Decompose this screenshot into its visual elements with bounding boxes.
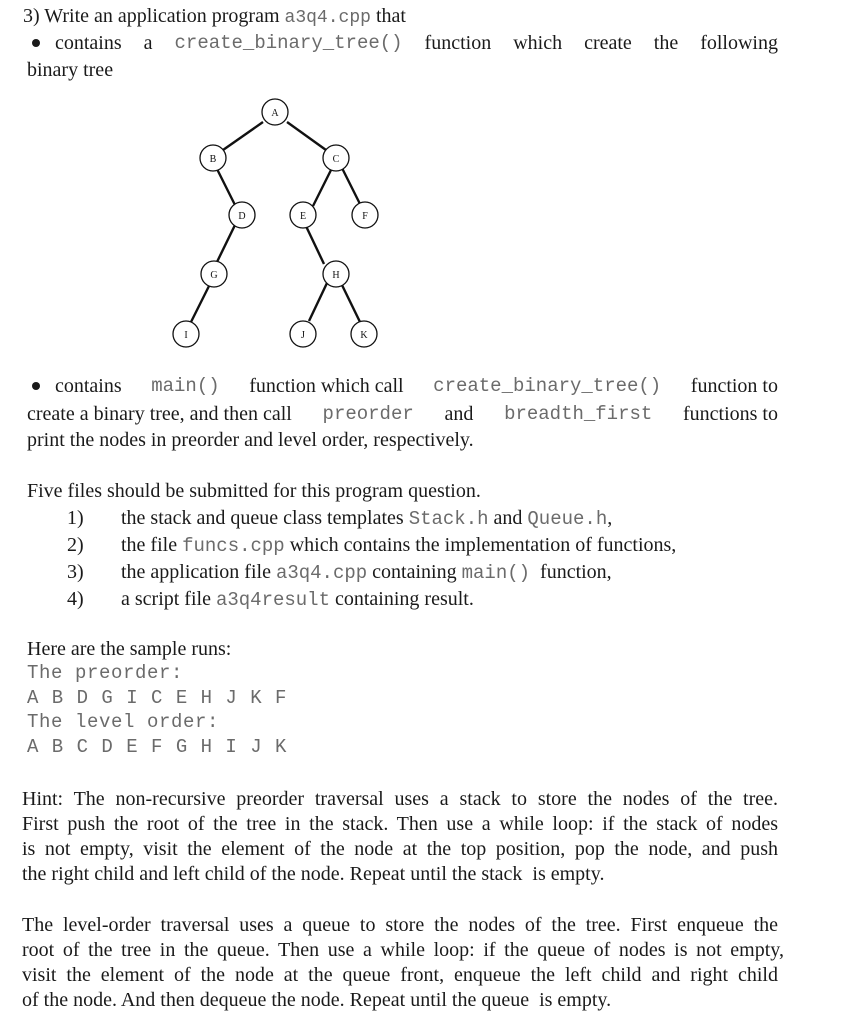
code-stack-h: Stack.h [408,508,489,530]
file-item-1: the stack and queue class templates Stack.h and Queue.h, [121,507,613,530]
tree-nodes [173,99,378,347]
file-item-4: a script file a3q4result containing result. [121,588,474,611]
bullet2-line3: print the nodes in preorder and level order, respectively. [27,429,474,451]
code-filename: a3q4.cpp [284,8,371,28]
tree-node-i [173,321,199,347]
file-item-2-number: 2) [67,534,84,556]
svg-text:K: K [360,330,368,341]
edge-d-g [216,225,235,264]
binary-tree-diagram [0,0,854,360]
svg-text:G: G [210,270,218,281]
code-a3q4-cpp: a3q4.cpp [275,562,368,584]
tree-node-d [229,202,255,228]
hint-line: the right child and left child of the node. Repeat until the stack is empty. [22,863,605,885]
code-main: main() [151,375,220,397]
code-preorder: preorder [322,403,414,425]
edge-g-i [191,284,210,322]
file-item-3: the application file a3q4.cpp containing main() function, [121,561,612,584]
tree-node-k [351,321,377,347]
tree-node-b [200,145,226,171]
file-item-1-number: 1) [67,507,84,529]
bullet2-line2: create a binary tree, and then call preorder and breadth_first functions to [27,403,778,425]
svg-text:C: C [332,154,340,165]
tree-node-a [262,99,288,125]
svg-text:I: I [184,330,188,341]
edge-a-b [223,122,263,150]
svg-text:E: E [299,211,307,222]
file-item-3-number: 3) [67,561,84,583]
edge-c-e [313,168,332,206]
edge-c-f [342,168,361,206]
svg-text:B: B [209,154,217,165]
bullet-icon [32,382,40,390]
level-order-line: visit the element of the node at the queue front, enqueue the left child and right child [22,964,778,986]
edge-e-h [305,224,324,264]
code-funcs-cpp: funcs.cpp [182,535,285,557]
tree-node-h [323,261,349,287]
tree-node-c [323,145,349,171]
hint-line: First push the root of the tree in the stack. Then use a while loop: if the stack of nodes [22,813,778,835]
level-order-line: The level-order traversal uses a queue to store the nodes of the tree. First enqueue the [22,914,778,936]
tree-node-g [201,261,227,287]
bullet1-line1: contains a create_binary_tree() function which create the following [55,32,778,54]
svg-text:F: F [362,211,368,222]
bullet2-line1: contains main() function which call create_binary_tree() function to [55,375,778,397]
sample-line: The level order: [27,711,220,733]
hint-line: is not empty, visit the element of the node at the top position, pop the node, and push [22,838,778,860]
sample-intro: Here are the sample runs: [27,638,232,660]
sample-line: A B D G I C E H J K F [27,687,287,709]
code-queue-h: Queue.h [527,508,608,530]
svg-text:J: J [301,330,305,341]
edge-h-k [341,283,360,322]
sample-line: The preorder: [27,662,184,684]
bullet1-line2: binary tree [27,59,114,81]
svg-text:A: A [271,108,279,119]
level-order-line: of the node. And then dequeue the node. Repeat until the queue is empty. [22,989,612,1011]
svg-text:D: D [238,211,246,222]
tree-node-j [290,321,316,347]
code-a3q4result: a3q4result [215,589,330,611]
question-title: 3) Write an application program a3q4.cpp that [23,5,406,28]
files-intro: Five files should be submitted for this program question. [27,480,481,502]
tree-node-f [352,202,378,228]
hint-line: Hint: The non-recursive preorder traversal uses a stack to store the nodes of the tree. [22,788,778,810]
code-breadth-first: breadth_first [504,403,653,425]
file-item-4-number: 4) [67,588,84,610]
level-order-line: root of the tree in the queue. Then use a while loop: if the queue of nodes is not empty, [22,939,784,961]
edge-h-j [309,283,327,321]
sample-line: A B C D E F G H I J K [27,736,287,758]
edge-a-c [287,122,326,150]
code-create-binary-tree: create_binary_tree() [174,32,403,54]
code-main: main() [461,562,531,584]
edge-b-d [217,169,236,207]
tree-node-e [290,202,316,228]
code-create-binary-tree: create_binary_tree() [433,375,662,397]
file-item-2: the file funcs.cpp which contains the implementation of functions, [121,534,677,557]
svg-text:H: H [332,270,340,281]
